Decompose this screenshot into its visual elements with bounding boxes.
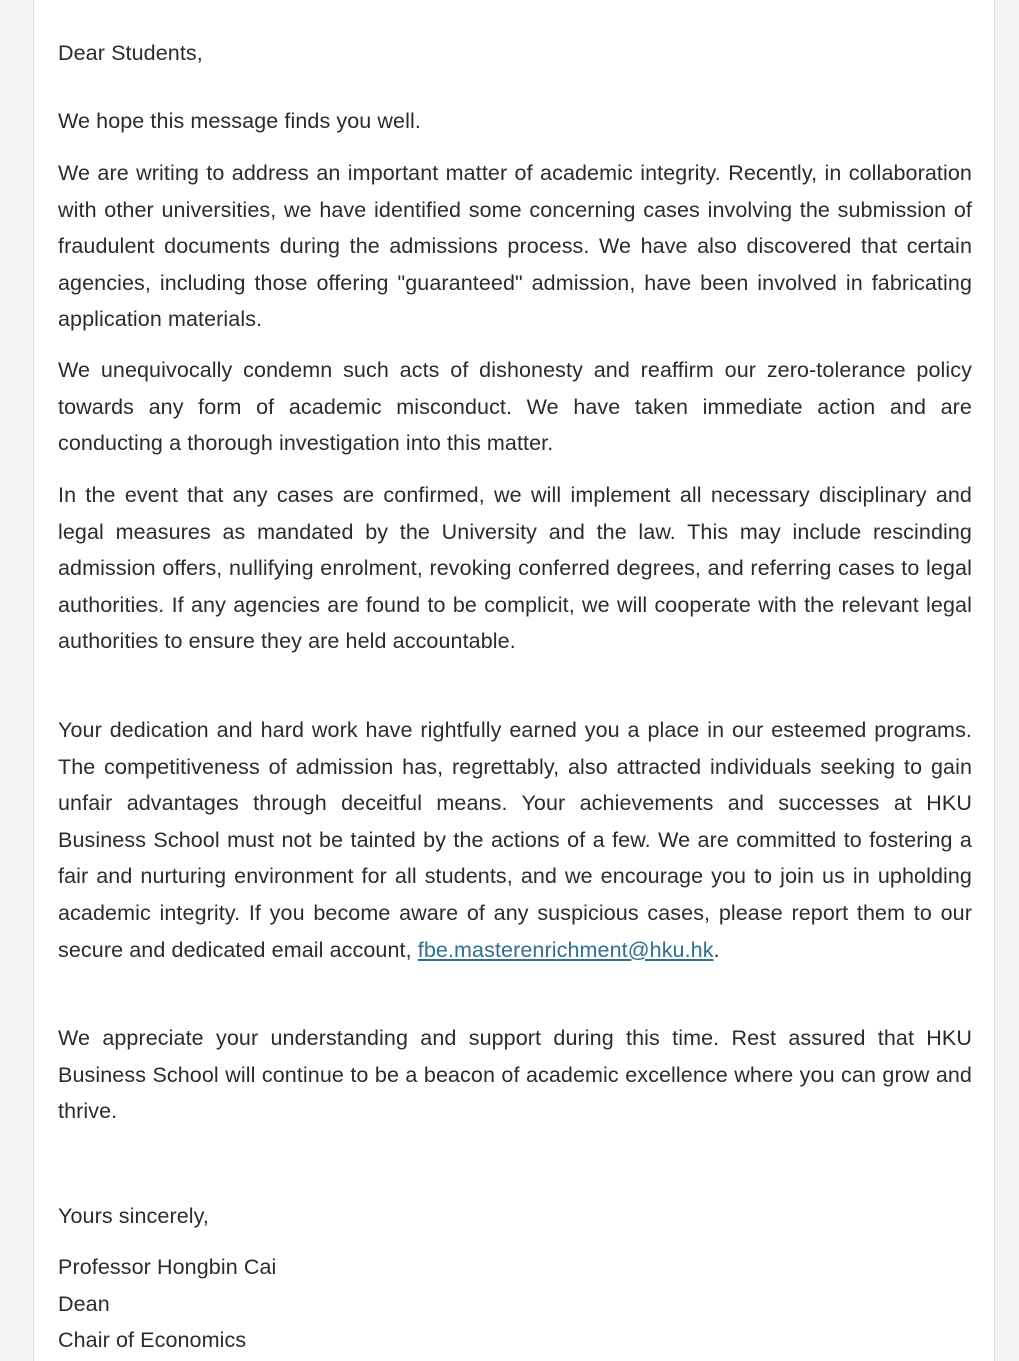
greeting: Dear Students, (58, 41, 203, 65)
report-text: Your dedication and hard work have rightfully earned you a place in our esteemed programs. The competitiveness of admission has, regrettably, also attracted individuals seeking to gain unfair advantages through deceitful means. Your achievements and successes at HKU Business School must not be tainted by the actions of a few. We are committed to fostering a fair and nurturing environment for all students, and we encourage you to join us in upholding academic integrity. If you become aware of any suspicious cases, please report them to our secure and dedicated email account, (58, 718, 972, 962)
opening-line: We hope this message finds you well. (58, 109, 421, 133)
letter-page (33, 0, 995, 1361)
signature-name: Professor Hongbin Cai (58, 1255, 277, 1279)
report-text-end: . (713, 937, 720, 962)
paragraph-measures: In the event that any cases are confirmed, we will implement all necessary disciplinary and legal measures as mandated by the University and the law. This may include rescinding admission offers, nullifying enrolment, revoking conferred degrees, and referring cases to legal authorities. If any agencies are found to be complicit, we will cooperate with the relevant legal authorities to ensure they are held accountable. (58, 483, 972, 654)
paragraph-appreciation: We appreciate your understanding and support during this time. Rest assured that HKU Business School will continue to be a beacon of academic excellence where you can grow and thrive. (58, 1026, 972, 1124)
signature-title-dean: Dean (58, 1291, 110, 1316)
signature-block (58, 1249, 972, 1359)
paragraph-condemn: We unequivocally condemn such acts of dishonesty and reaffirm our zero-tolerance policy towards any form of academic misconduct. We have taken immediate action and are conducting a thorough investigation into this matter. (58, 358, 972, 456)
report-email-link[interactable]: fbe.masterenrichment@hku.hk (417, 937, 714, 962)
paragraph-report (58, 712, 972, 968)
closing: Yours sincerely, (58, 1204, 209, 1228)
signature-title-chair: Chair of Economics (58, 1328, 247, 1353)
paragraph-integrity: We are writing to address an important matter of academic integrity. Recently, in collaboration with other universities, we have identified some concerning cases involving the submission of fraudulent documents during the admissions process. We have also discovered that certain agencies, including those offering "guaranteed" admission, have been involved in fabricating application materials. (58, 161, 972, 332)
